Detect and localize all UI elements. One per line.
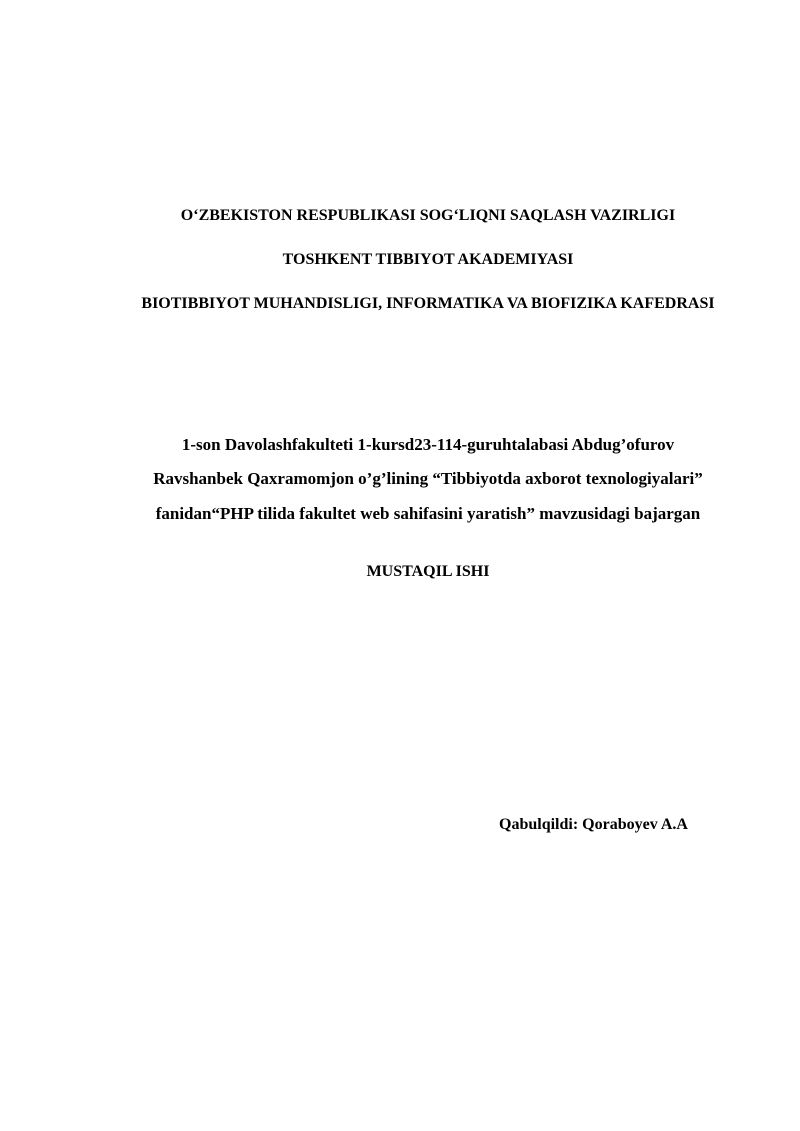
description-line-1: 1-son Davolashfakulteti 1-kursd23-114-guruhtalabasi Abdug’ofurov	[181, 435, 675, 454]
work-title: MUSTAQIL ISHI	[366, 563, 490, 580]
receiver-line: Qabulqildi: Qoraboyev A.A	[499, 816, 688, 833]
description-line-2: Ravshanbek Qaxramomjon o’g’lining “Tibbiyotda axborot texnologiyalari”	[153, 469, 703, 488]
department-title: BIOTIBBIYOT MUHANDISLIGI, INFORMATIKA VA BIOFIZIKA KAFEDRASI	[141, 295, 715, 312]
description-line-3: fanidan“PHP tilida fakultet web sahifasini yaratish” mavzusidagi bajargan	[155, 504, 701, 523]
ministry-title: O‘ZBEKISTON RESPUBLIKASI SOG‘LIQNI SAQLASH VAZIRLIGI	[180, 207, 676, 224]
academy-title: TOSHKENT TIBBIYOT AKADEMIYASI	[282, 251, 574, 268]
